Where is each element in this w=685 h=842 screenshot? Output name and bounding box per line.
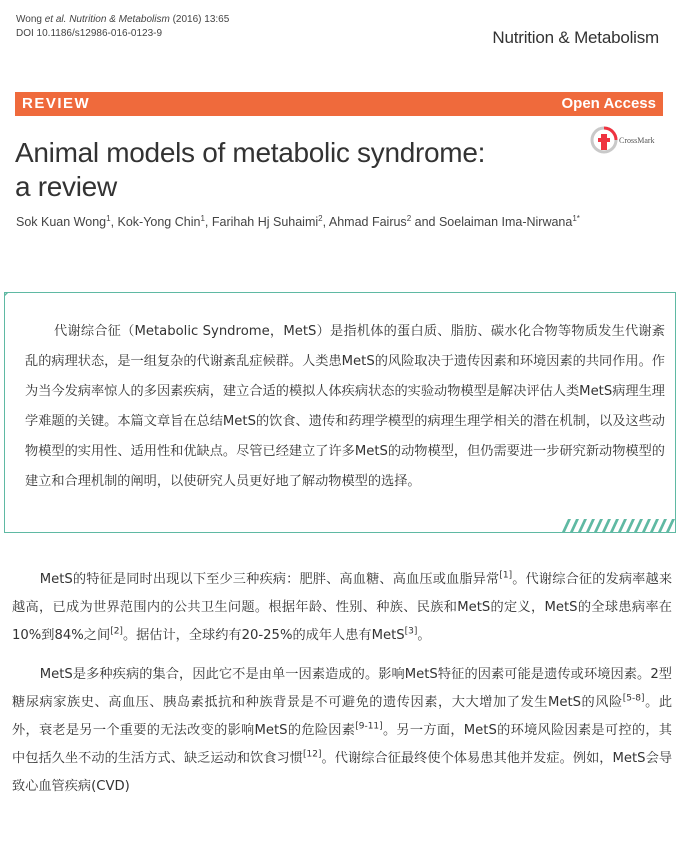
open-access-label: Open Access <box>561 95 656 112</box>
reference-link[interactable]: [5-8] <box>622 693 645 704</box>
article-title <box>15 136 575 204</box>
abstract <box>25 317 665 497</box>
citation-year-volume: (2016) 13:65 <box>169 14 230 25</box>
crossmark-label: CrossMark <box>619 136 655 145</box>
citation-line <box>16 13 229 27</box>
article-type-banner <box>15 92 663 116</box>
reference-link[interactable]: [2] <box>110 626 123 637</box>
citation-authors: Wong <box>16 14 45 25</box>
body-paragraph-1: MetS的特征是同时出现以下至少三种疾病：肥胖、高血糖、高血压或血脂异常[1]。代谢综合征的发病率越来越高，已成为世界范围内的公共卫生问题。根据年龄、性别、种族、民族和MetS的定义，MetS的全球患病率在10%到84%之间[2]。据估计，全球约有20-25%的成年人患有MetS[3]。 <box>12 570 673 643</box>
doi[interactable]: DOI 10.1186/s12986-016-0123-9 <box>16 28 163 39</box>
journal-name: Nutrition & Metabolism <box>492 28 659 47</box>
corner-mark-icon <box>4 292 11 299</box>
body-paragraph-2: MetS是多种疾病的集合，因此它不是由单一因素造成的。影响MetS特征的因素可能是遗传或环境因素。2型糖尿病家族史、高血压、胰岛素抵抗和种族背景是不可避免的遗传因素，大大增加了发生MetS的风险[5-8]。此外，衰老是另一个重要的无法改变的影响MetS的危险因素[9-11]。另一方面，MetS的环境风险因素是可控的，其中包括久坐不动的生活方式、缺乏运动和饮食习惯[12]。代谢综合征最终使个体易患其他并发症。例如，MetS会导致心血管疾病(CVD) <box>12 667 673 794</box>
title-line-1: Animal models of metabolic syndrome: <box>15 137 486 168</box>
author-list: Sok Kuan Wong$^1$, Kok-Yong Chin$^1$, Farihah Hj Suhaimi$^2$, Ahmad Fairus$^2$ and Soelaiman Ima-Nirwana$^{1*}$ <box>16 213 580 229</box>
crossmark-badge[interactable] <box>590 125 670 155</box>
reference-link[interactable]: [9-11] <box>355 721 383 732</box>
crossmark-icon <box>590 125 618 155</box>
article-type-label: REVIEW <box>22 95 91 112</box>
abstract-text: 代谢综合征（Metabolic Syndrome，MetS）是指机体的蛋白质、脂肪、碳水化合物等物质发生代谢紊乱的病理状态，是一组复杂的代谢紊乱症候群。人类患MetS的风险取决于遗传因素和环境因素的共同作用。作为当今发病率惊人的多因素疾病，建立合适的模拟人体疾病状态的实验动物模型是解决评估人类MetS病理生理学难题的关键。本篇文章旨在总结MetS的饮食、遗传和药理学模型的病理生理学相关的潜在机制，以及这些动物模型的实用性、适用性和优缺点。尽管已经建立了许多MetS的动物模型，但仍需要进一步研究新动物模型的建立和合理机制的阐明，以使研究人员更好地了解动物模型的选择。 <box>25 324 665 489</box>
stripes-decoration-icon <box>559 519 676 532</box>
author[interactable]: Kok-Yong Chin$^1$ <box>117 213 205 229</box>
citation-block <box>16 13 229 41</box>
author[interactable]: Ahmad Fairus$^2$ <box>328 213 412 229</box>
title-line-2: a review <box>15 171 117 202</box>
reference-link[interactable]: [3] <box>404 626 418 637</box>
reference-link[interactable]: [1] <box>499 570 513 581</box>
citation-journal: et al. Nutrition & Metabolism <box>44 14 170 25</box>
body-text <box>12 566 672 801</box>
author[interactable]: Soelaiman Ima-Nirwana$^{1*}$ <box>438 213 580 229</box>
reference-link[interactable]: [12] <box>303 749 322 760</box>
author[interactable]: Farihah Hj Suhaimi$^2$ <box>211 213 323 229</box>
author[interactable]: Sok Kuan Wong$^1$ <box>16 213 111 229</box>
